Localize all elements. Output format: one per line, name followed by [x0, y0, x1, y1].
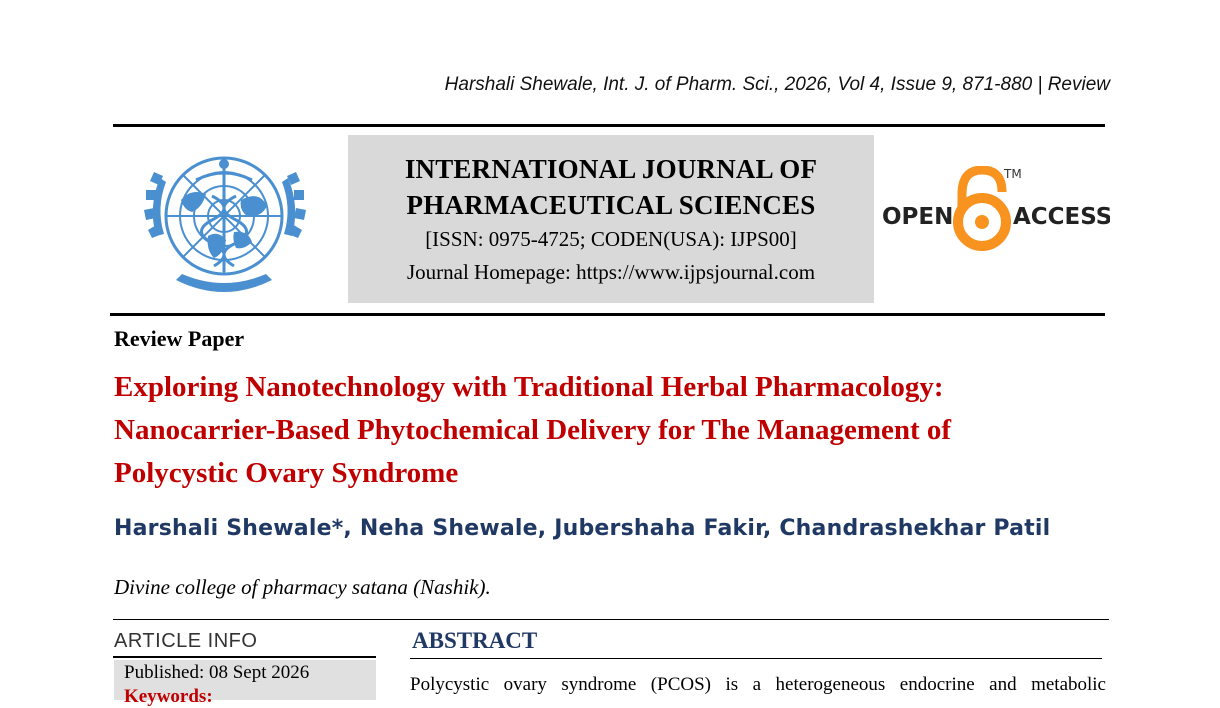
title-line-3: Polycystic Ovary Syndrome — [114, 457, 459, 489]
open-access-left-text: OPEN — [882, 204, 954, 230]
open-access-logo — [880, 166, 1110, 252]
abstract-rule — [410, 658, 1102, 659]
trademark-text: TM — [1004, 167, 1022, 181]
journal-name-line-2: PHARMACEUTICAL SCIENCES — [406, 190, 816, 220]
journal-masthead-box — [348, 135, 874, 303]
abstract-first-line: Polycystic ovary syndrome (PCOS) is a heterogeneous endocrine and metabolic — [410, 674, 1106, 695]
affiliation: Divine college of pharmacy satana (Nashik). — [114, 575, 491, 599]
journal-name — [348, 151, 874, 223]
author-list: Harshali Shewale*, Neha Shewale, Jubershaha Fakir, Chandrashekhar Patil — [114, 516, 1051, 541]
masthead-bottom-rule — [110, 313, 1105, 316]
issn-line: [ISSN: 0975-4725; CODEN(USA): IJPS00] — [425, 227, 797, 251]
affiliation-rule — [113, 619, 1109, 620]
journal-name-line-1: INTERNATIONAL JOURNAL OF — [404, 154, 818, 184]
un-emblem-icon — [126, 140, 326, 306]
open-access-lock-icon — [958, 170, 1006, 246]
article-info-heading: ARTICLE INFO — [114, 630, 258, 652]
published-date: Published: 08 Sept 2026 — [124, 662, 310, 683]
title-line-2: Nanocarrier-Based Phytochemical Delivery for The Management of — [114, 414, 952, 446]
homepage-line: Journal Homepage: https://www.ijpsjournal.com — [406, 260, 816, 284]
keywords-label: Keywords: — [124, 686, 213, 707]
article-info-rule — [113, 656, 376, 658]
open-access-right-text: ACCESS — [1013, 204, 1110, 230]
article-info-box — [114, 660, 376, 707]
abstract-heading: ABSTRACT — [412, 628, 538, 653]
title-line-1: Exploring Nanotechnology with Traditional Herbal Pharmacology: — [114, 371, 944, 403]
paper-type: Review Paper — [114, 326, 245, 351]
running-head: Harshali Shewale, Int. J. of Pharm. Sci., 2026, Vol 4, Issue 9, 871-880 | Review — [444, 74, 1110, 95]
paper-title — [114, 366, 1104, 495]
top-rule — [113, 124, 1105, 127]
